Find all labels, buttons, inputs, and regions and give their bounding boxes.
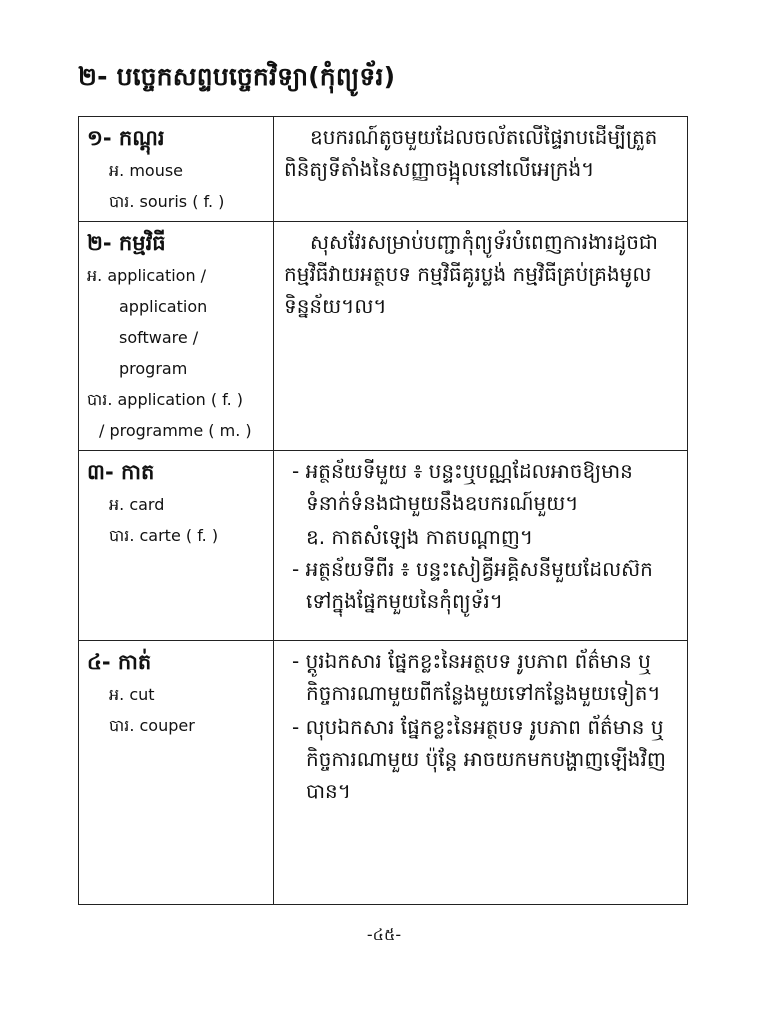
term-title: ៤- កាត់: [87, 650, 152, 674]
french-translation: បារ. souris ( f. ): [109, 192, 225, 211]
definition-bullet: - អត្ថន័យទីមួយ ៖ បន្ទះឬបណ្ណដែលអាចឱ្យមានទំនាក់ទំនងជាមួយនឹងឧបករណ៍មួយ។: [292, 459, 633, 515]
french-translation: បារ. couper: [109, 716, 195, 735]
english-translation: អ. card: [109, 495, 165, 514]
term-cell: [79, 451, 274, 641]
definition-bullet: - អត្ថន័យទីពីរ ៖ បន្ទះសៀគ្វីអគ្គិសនីមួយដែលស៊កទៅក្នុងផ្នែកមួយនៃកុំព្យូទ័រ។: [292, 557, 653, 613]
definition-bullet: - ប្ដូរឯកសារ ផ្នែកខ្លះនៃអត្ថបទ រូបភាព ព័ត៌មាន ឬ កិច្ចការណាមួយពីកន្លែងមួយទៅកន្លែងមួយទៀត។: [292, 649, 661, 705]
english-translation: អ. mouse: [109, 161, 184, 180]
english-translation: software /: [119, 328, 199, 347]
french-translation: បារ. carte ( f. ): [109, 526, 219, 545]
definition-cell: [274, 641, 688, 905]
glossary-table: [78, 116, 688, 905]
term-title: ២- កម្មវិធី: [87, 231, 166, 255]
definition-bullet: - លុបឯកសារ ផ្នែកខ្លះនៃអត្ថបទ រូបភាព ព័ត៌មាន ឬ កិច្ចការណាមួយ ប៉ុន្តែ អាចយកមកបង្ហាញឡើងវិញបាន។: [292, 715, 666, 803]
table-row: [79, 641, 688, 905]
table-row: [79, 117, 688, 222]
table-row: [79, 451, 688, 641]
definition-text: ឧបករណ៍តូចមួយដែលចល័តលើផ្ទៃរាបដើម្បីត្រួតពិនិត្យទីតាំងនៃសញ្ញាចង្អុលនៅលើអេក្រង់។: [284, 125, 658, 181]
term-title: ៣- កាត: [87, 460, 155, 484]
term-title: ១- កណ្ដុរ: [87, 126, 165, 150]
definition-cell: [274, 222, 688, 451]
definition-text: សុសវែរសម្រាប់បញ្ជាកុំព្យូទ័របំពេញការងារដូចជា កម្មវិធីវាយអត្ថបទ កម្មវិធីគូរប្លង់ កម្មវិធីគ្រប់គ្រងមូលទិន្នន័យ។ល។: [284, 230, 658, 318]
term-cell: [79, 222, 274, 451]
english-translation: program: [119, 359, 188, 378]
definition-cell: [274, 117, 688, 222]
english-translation: អ. cut: [109, 685, 155, 704]
term-cell: [79, 641, 274, 905]
page-number: -៤៥-: [366, 925, 402, 944]
french-translation: បារ. application ( f. ): [87, 390, 244, 409]
page-title: ២- បច្ចេកសព្ទបច្ចេកវិទ្យា(កុំព្យូទ័រ): [78, 62, 396, 91]
term-cell: [79, 117, 274, 222]
definition-example: ឧ. កាតសំឡេង កាតបណ្ដាញ។: [306, 525, 534, 549]
english-translation: អ. application /: [87, 266, 207, 285]
definition-cell: [274, 451, 688, 641]
english-translation: application: [119, 297, 208, 316]
french-translation: / programme ( m. ): [99, 421, 252, 440]
table-row: [79, 222, 688, 451]
